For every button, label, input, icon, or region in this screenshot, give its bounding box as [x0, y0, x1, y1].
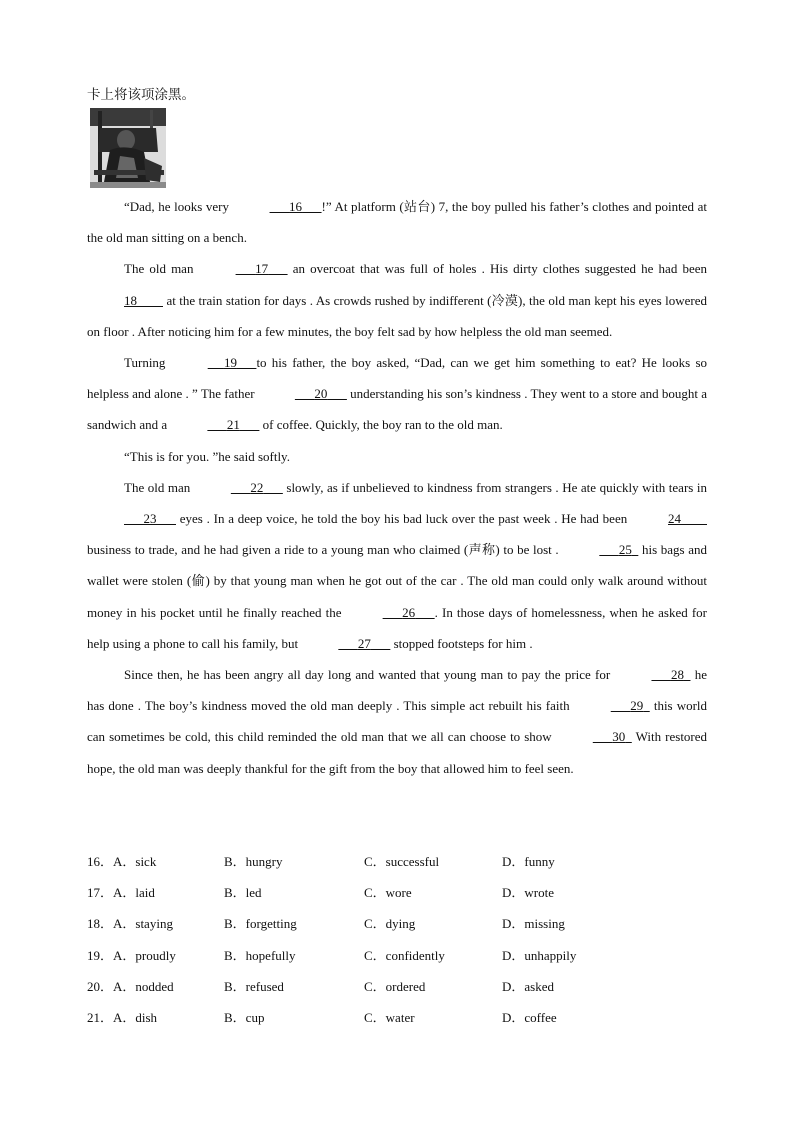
- blank-22: 22: [250, 479, 264, 495]
- option-b[interactable]: B．hungry: [224, 854, 283, 869]
- option-c[interactable]: C．wore: [364, 885, 412, 901]
- option-c[interactable]: C．confidently: [364, 947, 445, 963]
- blank-17: 17: [255, 261, 269, 277]
- paragraph-2: The old man 17 an overcoat that was full of holes . His dirty clothes suggested he had been 18 at the train station for days . As crowds rushed by indifferent (冷漠), the old man kept his eyes lowered on floor . After noticing him for a few minutes, the boy felt sad by how helpless the old man seemed.: [87, 253, 707, 347]
- option-a[interactable]: 16．A．sick: [87, 854, 157, 869]
- blank-21: 21: [226, 417, 240, 433]
- option-b[interactable]: B．led: [224, 885, 262, 901]
- blank-16: 16: [289, 199, 303, 214]
- question-16: [87, 846, 707, 877]
- option-d[interactable]: D．unhappily: [502, 947, 577, 963]
- cloze-passage: [87, 191, 707, 784]
- blank-18: 18: [124, 292, 137, 308]
- blank-23: 23: [143, 511, 157, 527]
- option-a[interactable]: 18．A．staying: [87, 916, 173, 932]
- option-b[interactable]: B．forgetting: [224, 916, 297, 932]
- paragraph-5: The old man 22 slowly, as if unbelieved to kindness from strangers . He ate quickly with tears in 23 eyes . In a deep voice, he told the boy his bad luck over the past week . He had been 24 business to trade, and he had given a ride to a young man who claimed (声称) to be lost . 25 his bags and wallet were stolen (偷) by that young man when he got out of the car . The old man could only walk around without money in his pocket until he finally reached the 26 . In those days of homelessness, when he asked for help using a phone to call his family, but 27 stopped footsteps for him .: [87, 472, 707, 659]
- blank-28: 28: [670, 667, 684, 683]
- old-man-illustration: [90, 108, 166, 188]
- option-b[interactable]: B．hopefully: [224, 947, 296, 963]
- paragraph-6: Since then, he has been angry all day long and wanted that young man to pay the price for 28 he has done . The boy’s kindness moved the old man deeply . This simple act rebuilt his faith 29 this world can sometimes be cold, this child reminded the old man that we all can choose to show 30 With restored hope, the old man was deeply thankful for the gift from the boy that allowed him to feel seen.: [87, 659, 707, 784]
- option-c[interactable]: C．water: [364, 1009, 415, 1025]
- option-d[interactable]: D．missing: [502, 916, 565, 932]
- option-d[interactable]: D．coffee: [502, 1009, 557, 1025]
- answer-options: [87, 846, 707, 1033]
- blank-20: 20: [314, 386, 328, 402]
- option-a[interactable]: 17．A．laid: [87, 885, 155, 901]
- option-a[interactable]: 21．A．dish: [87, 1009, 158, 1025]
- option-d[interactable]: D．asked: [502, 978, 554, 994]
- question-20: [87, 971, 707, 1002]
- paragraph-3: Turning 19 to his father, the boy asked, “Dad, can we get him something to eat? He looks so helpless and alone . ” The father 20 understanding his son’s kindness . They went to a store and bought a sandwich and a 21 of coffee. Quickly, the boy ran to the old man.: [87, 347, 707, 441]
- option-b[interactable]: B．refused: [224, 978, 284, 994]
- option-c[interactable]: C．dying: [364, 916, 416, 932]
- blank-30: 30: [612, 729, 626, 745]
- instruction-fragment: 卡上将该项涂黑。: [87, 87, 195, 103]
- option-c[interactable]: C．successful: [364, 854, 440, 869]
- blank-24: 24: [668, 511, 681, 527]
- option-c[interactable]: C．ordered: [364, 978, 426, 994]
- blank-26: 26: [402, 604, 416, 620]
- option-b[interactable]: B．cup: [224, 1009, 265, 1025]
- question-21: [87, 1002, 707, 1033]
- question-17: [87, 877, 707, 908]
- option-a[interactable]: 19．A．proudly: [87, 947, 176, 963]
- blank-25: 25: [618, 542, 632, 558]
- paragraph-1: “Dad, he looks very 16 !” At platform (站台) 7, the boy pulled his father’s clothes and pointed at the old man sitting on a bench.: [87, 191, 707, 253]
- blank-27: 27: [357, 635, 371, 651]
- option-d[interactable]: D．wrote: [502, 885, 554, 901]
- question-18: [87, 908, 707, 939]
- option-a[interactable]: 20．A．nodded: [87, 978, 174, 994]
- question-19: [87, 940, 707, 971]
- blank-29: 29: [630, 698, 644, 714]
- paragraph-4: “This is for you. ”he said softly.: [124, 448, 290, 464]
- blank-19: 19: [223, 355, 237, 371]
- option-d[interactable]: D．funny: [502, 854, 555, 869]
